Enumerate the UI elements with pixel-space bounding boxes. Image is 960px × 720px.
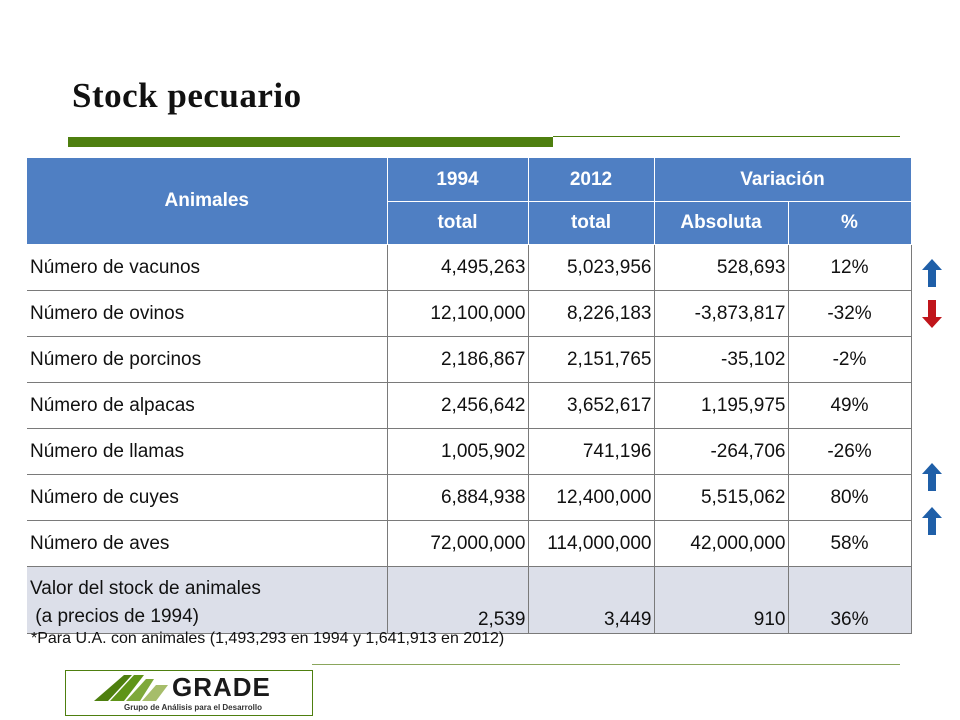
header-total-1994: total [387, 202, 528, 245]
row-name: Número de ovinos [27, 291, 387, 337]
row-1994: 4,495,263 [387, 245, 528, 291]
arrow-up-icon [922, 507, 942, 535]
total-name-line1: Valor del stock de animales [30, 578, 261, 599]
arrow-up-shape [922, 507, 942, 535]
grade-logo-mark-icon [94, 675, 168, 701]
row-name: Número de cuyes [27, 475, 387, 521]
row-absolute: 528,693 [654, 245, 788, 291]
footnote: *Para U.A. con animales (1,493,293 en 1994 y 1,641,913 en 2012) [31, 630, 505, 647]
row-absolute: -35,102 [654, 337, 788, 383]
arrow-up-icon [922, 463, 942, 491]
table-row [27, 245, 911, 291]
row-percent: -26% [788, 429, 911, 475]
row-2012: 2,151,765 [528, 337, 654, 383]
row-absolute: 42,000,000 [654, 521, 788, 567]
row-percent: 49% [788, 383, 911, 429]
arrow-up-shape [922, 259, 942, 287]
row-name: Número de llamas [27, 429, 387, 475]
title-underline-thick [68, 137, 553, 147]
row-percent: 80% [788, 475, 911, 521]
total-2012: 3,449 [528, 567, 654, 634]
header-variation: Variación [654, 158, 911, 202]
total-name-line2: (a precios de 1994) [30, 606, 199, 627]
table-row [27, 337, 911, 383]
row-2012: 114,000,000 [528, 521, 654, 567]
row-percent: -32% [788, 291, 911, 337]
row-percent: 12% [788, 245, 911, 291]
row-name: Número de vacunos [27, 245, 387, 291]
header-total-2012: total [528, 202, 654, 245]
row-1994: 12,100,000 [387, 291, 528, 337]
grade-logo-word: GRADE [172, 672, 271, 702]
header-animals: Animales [27, 158, 387, 245]
row-absolute: 5,515,062 [654, 475, 788, 521]
row-1994: 2,186,867 [387, 337, 528, 383]
row-1994: 2,456,642 [387, 383, 528, 429]
livestock-table [27, 157, 912, 634]
table-row [27, 383, 911, 429]
row-absolute: -3,873,817 [654, 291, 788, 337]
bottom-rule [312, 664, 900, 665]
row-2012: 12,400,000 [528, 475, 654, 521]
arrow-up-icon [922, 259, 942, 287]
header-1994: 1994 [387, 158, 528, 202]
row-2012: 5,023,956 [528, 245, 654, 291]
row-name: Número de porcinos [27, 337, 387, 383]
table-row [27, 521, 911, 567]
total-absolute: 910 [654, 567, 788, 634]
total-1994: 2,539 [387, 567, 528, 634]
total-row [27, 567, 911, 634]
header-2012: 2012 [528, 158, 654, 202]
total-row-name [27, 567, 387, 634]
row-2012: 8,226,183 [528, 291, 654, 337]
grade-logo-subtitle: Grupo de Análisis para el Desarrollo [124, 703, 262, 712]
arrow-down-icon [922, 300, 942, 328]
row-1994: 72,000,000 [387, 521, 528, 567]
total-percent: 36% [788, 567, 911, 634]
arrow-up-shape [922, 463, 942, 491]
row-name: Número de alpacas [27, 383, 387, 429]
row-percent: -2% [788, 337, 911, 383]
arrow-down-shape [922, 300, 942, 328]
grade-logo [65, 670, 313, 716]
row-absolute: -264,706 [654, 429, 788, 475]
row-1994: 1,005,902 [387, 429, 528, 475]
table-row [27, 291, 911, 337]
row-percent: 58% [788, 521, 911, 567]
title-underline-thin [553, 136, 900, 137]
table-row [27, 429, 911, 475]
header-absolute: Absoluta [654, 202, 788, 245]
row-absolute: 1,195,975 [654, 383, 788, 429]
table-row [27, 475, 911, 521]
row-name: Número de aves [27, 521, 387, 567]
header-percent: % [788, 202, 911, 245]
row-1994: 6,884,938 [387, 475, 528, 521]
page-title: Stock pecuario [72, 76, 302, 115]
row-2012: 3,652,617 [528, 383, 654, 429]
row-2012: 741,196 [528, 429, 654, 475]
